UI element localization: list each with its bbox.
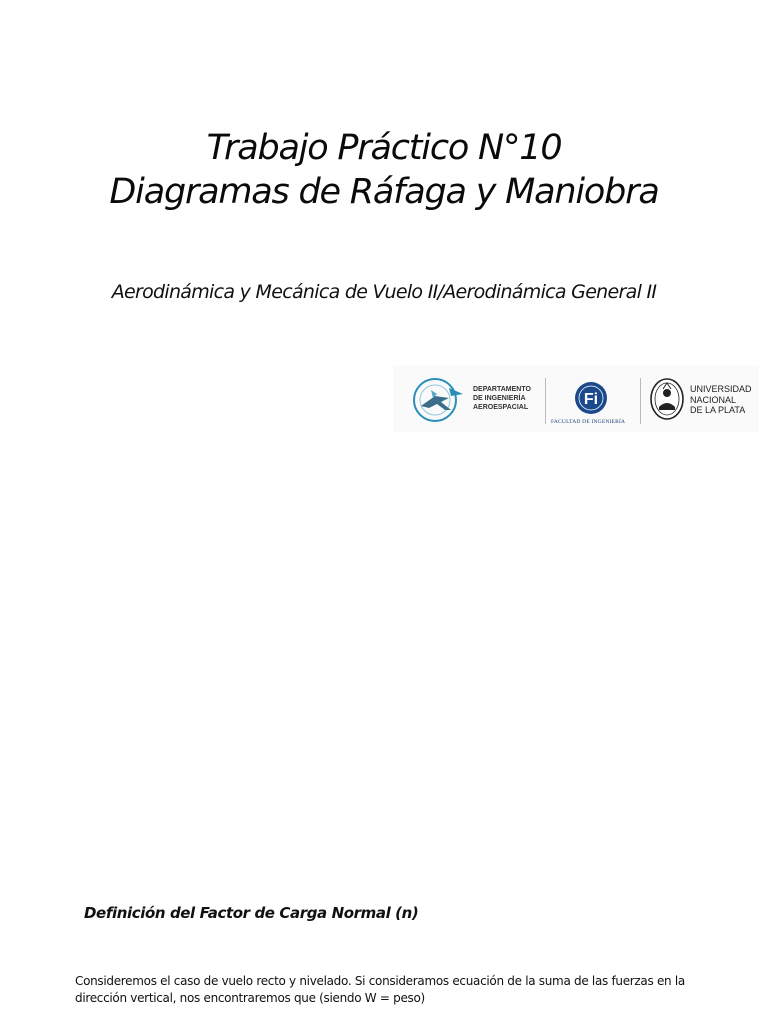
university-line-3: DE LA PLATA [690, 405, 746, 415]
institution-logos [393, 366, 759, 432]
document-subtitle: Aerodinámica y Mecánica de Vuelo II/Aerodinámica General II [111, 281, 657, 303]
department-name [473, 385, 531, 412]
paragraph-line-2: dirección vertical, nos encontraremos que (siendo W = peso) [75, 991, 425, 1005]
title-line-2: Diagramas de Ráfaga y Maniobra [109, 172, 659, 212]
university-line-2: NACIONAL [690, 394, 737, 405]
department-emblem-icon [411, 376, 467, 424]
paragraph-line-1: Consideremos el caso de vuelo recto y nivelado. Si consideramos ecuación de la suma de las fuerzas en la [75, 974, 685, 988]
department-line-3: AEROESPACIAL [473, 404, 529, 411]
department-line-2: DE INGENIERÍA [473, 395, 526, 402]
faculty-caption: FACULTAD DE INGENIERÍA [551, 419, 626, 425]
body-paragraph [75, 973, 715, 1007]
faculty-logo-icon [571, 380, 611, 416]
department-line-1: DEPARTAMENTO [473, 386, 531, 393]
university-line-1: UNIVERSIDAD [690, 384, 752, 394]
university-seal-icon [649, 377, 685, 421]
logo-divider [545, 378, 546, 424]
title-line-1: Trabajo Práctico N°10 [206, 128, 562, 168]
logo-divider [640, 378, 641, 424]
faculty-mark: Fi [583, 391, 599, 408]
section-heading: Definición del Factor de Carga Normal (n) [84, 904, 419, 922]
university-name [690, 384, 752, 416]
document-title [0, 126, 768, 214]
